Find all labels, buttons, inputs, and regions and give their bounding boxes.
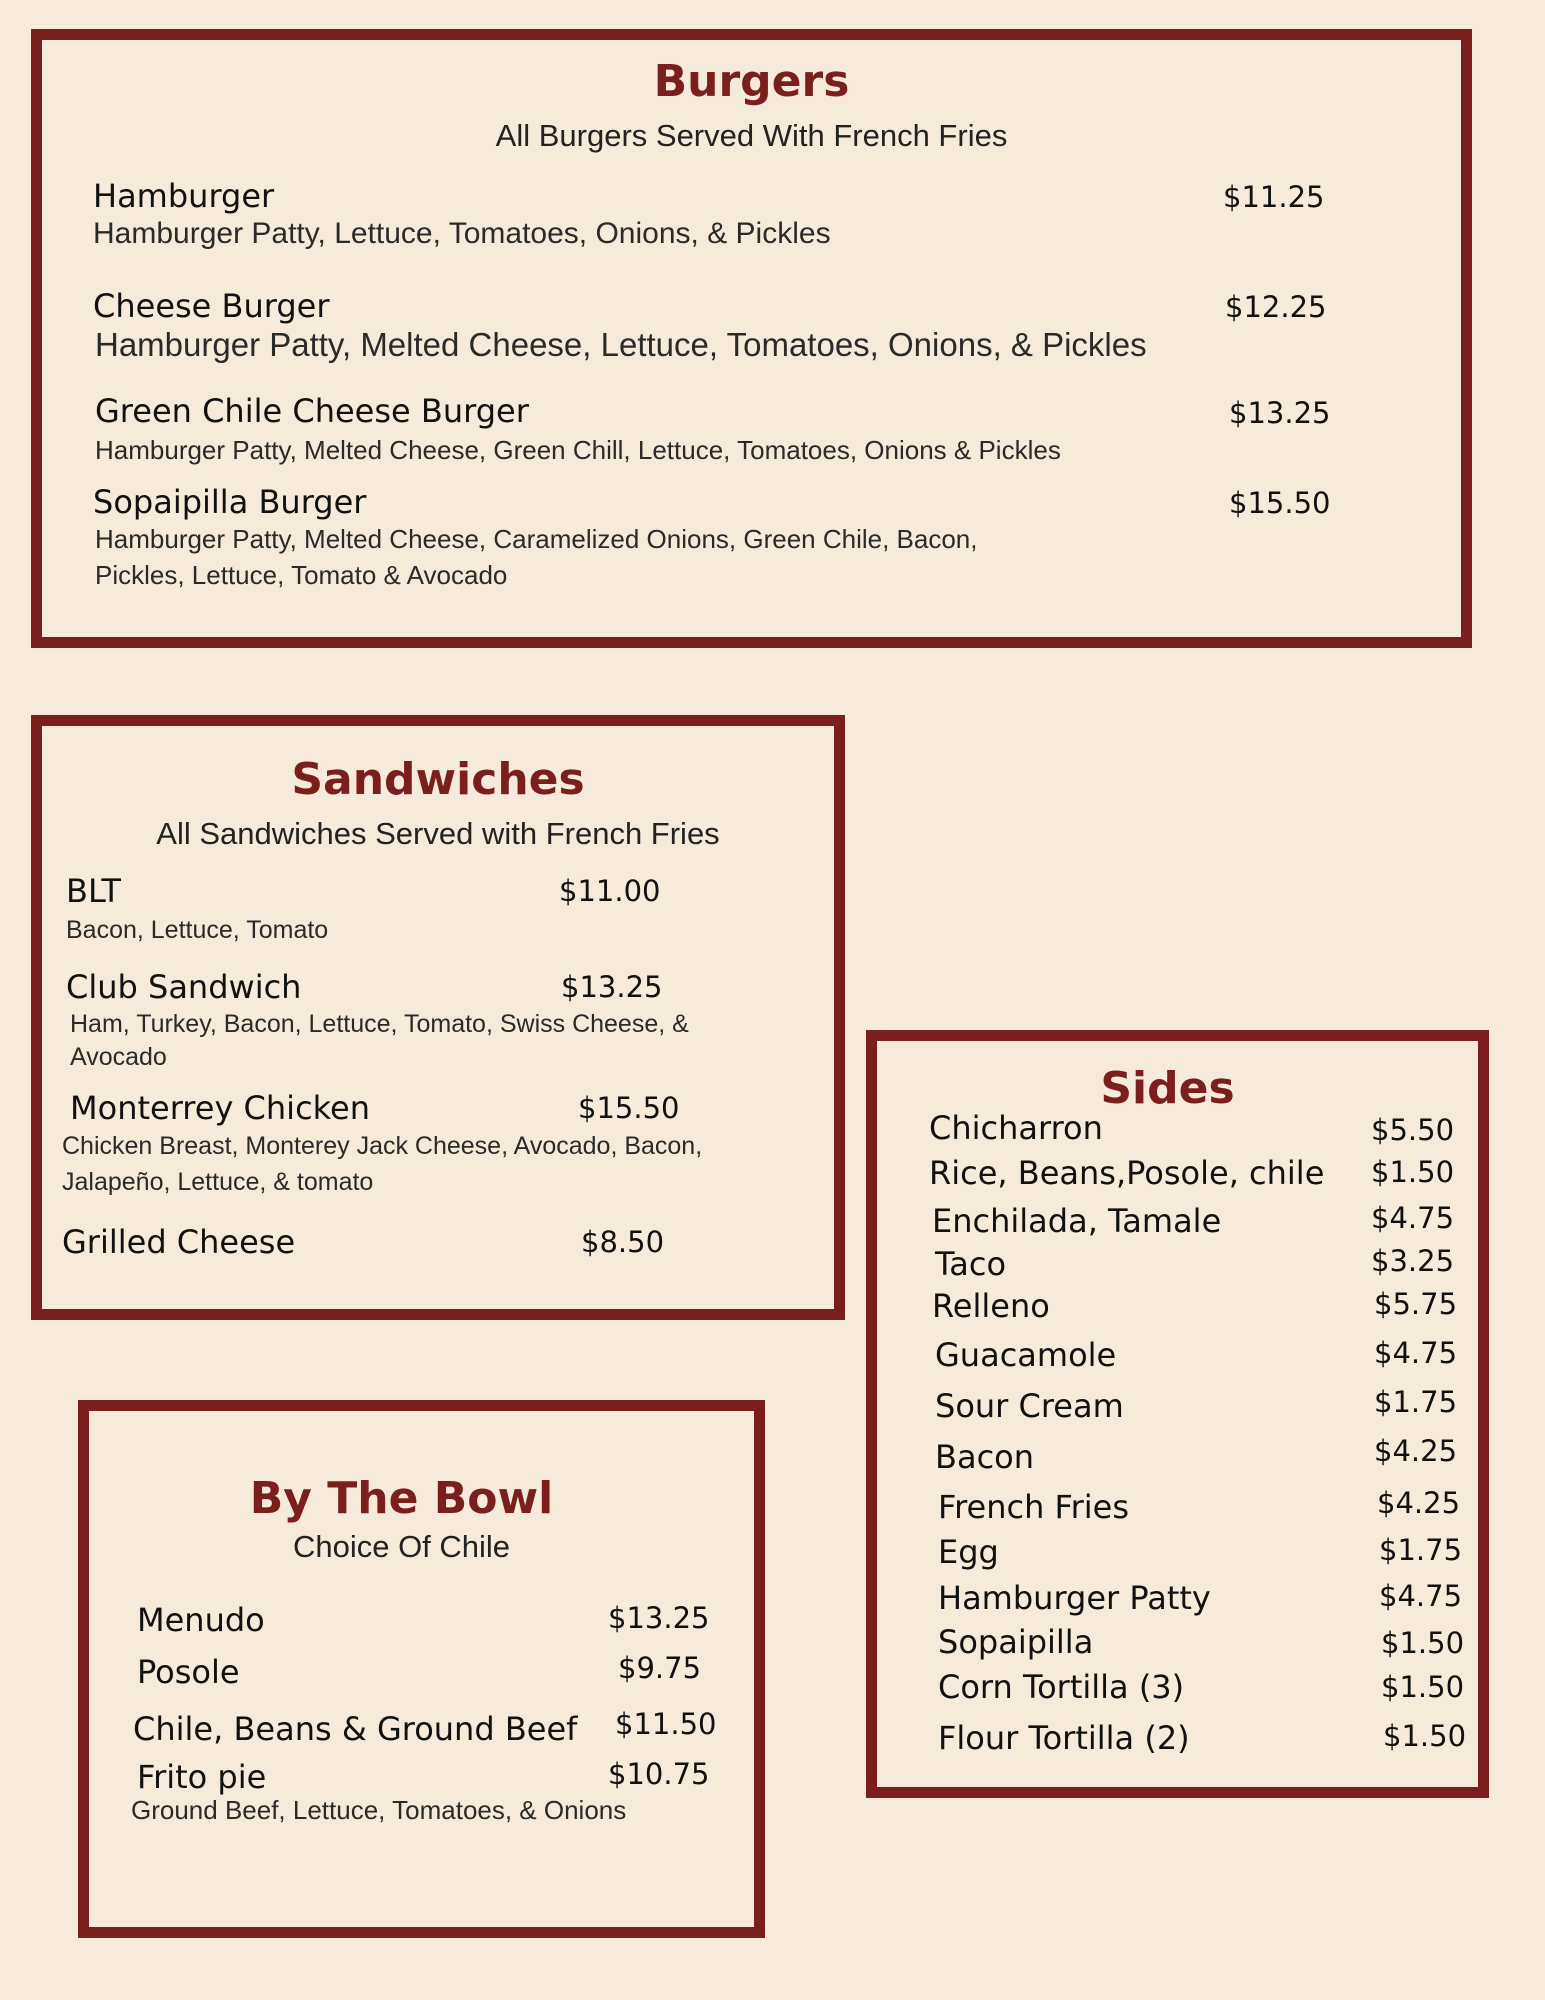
- item-price: $10.75: [608, 1757, 710, 1791]
- sandwiches-subtitle: All Sandwiches Served with French Fries: [156, 816, 720, 851]
- side-item-name: Bacon: [935, 1438, 1035, 1476]
- side-item-price: $4.75: [1371, 1201, 1455, 1235]
- item-name: Cheese Burger: [93, 287, 330, 325]
- item-name: Monterrey Chicken: [70, 1089, 371, 1127]
- item-price: $13.25: [608, 1601, 710, 1635]
- side-item-name: Sopaipilla: [938, 1623, 1094, 1661]
- side-item-price: $3.25: [1371, 1244, 1455, 1278]
- side-item-name: Guacamole: [935, 1336, 1117, 1374]
- item-description: Hamburger Patty, Melted Cheese, Lettuce, Tomatoes, Onions, & Pickles: [95, 326, 1147, 363]
- side-item-price: $4.75: [1374, 1336, 1458, 1370]
- side-item-price: $1.50: [1383, 1719, 1467, 1753]
- side-item-name: Enchilada, Tamale: [932, 1202, 1222, 1240]
- side-item-price: $5.50: [1371, 1113, 1455, 1147]
- side-item-name: Hamburger Patty: [938, 1579, 1211, 1617]
- menu-item-monterrey-chicken: [70, 1089, 370, 1127]
- item-description: Bacon, Lettuce, Tomato: [66, 916, 329, 944]
- item-description: Hamburger Patty, Lettuce, Tomatoes, Onions, & Pickles: [93, 217, 831, 250]
- item-price: $8.50: [581, 1225, 665, 1259]
- side-item-price: $4.25: [1377, 1486, 1461, 1520]
- menu-item-cheese-burger: [93, 287, 330, 325]
- item-name: BLT: [66, 872, 121, 910]
- sides-title: Sides: [1100, 1063, 1235, 1114]
- side-item-price: $1.75: [1374, 1385, 1458, 1419]
- item-description: Ground Beef, Lettuce, Tomatoes, & Onions: [131, 1795, 627, 1825]
- side-item-name: Relleno: [932, 1287, 1050, 1325]
- side-item-name: French Fries: [938, 1488, 1130, 1526]
- menu-item-chile-beans-ground-beef: [133, 1710, 577, 1748]
- item-name: Menudo: [137, 1601, 265, 1639]
- item-price: $12.25: [1225, 290, 1327, 324]
- item-name: Green Chile Cheese Burger: [95, 392, 529, 430]
- side-item-name: Rice, Beans,Posole, chile: [929, 1154, 1325, 1192]
- side-item-price: $5.75: [1374, 1287, 1458, 1321]
- item-price: $13.25: [1229, 396, 1331, 430]
- side-item-name: Egg: [938, 1533, 999, 1571]
- item-price: $15.50: [1229, 486, 1331, 520]
- item-price: $9.75: [618, 1651, 702, 1685]
- sandwiches-section: [31, 715, 845, 1320]
- item-description: Chicken Breast, Monterey Jack Cheese, Avocado, Bacon, Jalapeño, Lettuce, & tomato: [62, 1132, 703, 1196]
- item-name: Chile, Beans & Ground Beef: [133, 1710, 578, 1748]
- side-item-price: $1.50: [1381, 1626, 1465, 1660]
- menu-item-sopaipilla-burger: [93, 483, 366, 521]
- item-name: Grilled Cheese: [62, 1223, 296, 1261]
- side-item-name: Sour Cream: [935, 1387, 1124, 1425]
- side-item-price: $4.75: [1379, 1579, 1463, 1613]
- item-price: $11.25: [1223, 180, 1325, 214]
- item-price: $11.00: [559, 874, 661, 908]
- menu-item-posole: [137, 1653, 240, 1691]
- by-the-bowl-subtitle: Choice Of Chile: [292, 1529, 511, 1564]
- side-item-price: $1.50: [1381, 1670, 1465, 1704]
- sandwiches-title: Sandwiches: [291, 754, 585, 805]
- burgers-title: Burgers: [653, 56, 850, 107]
- item-price: $13.25: [561, 970, 663, 1004]
- side-item-name: Taco: [935, 1245, 1007, 1283]
- menu-item-club-sandwich: [66, 968, 301, 1006]
- menu-item-hamburger: [93, 177, 274, 215]
- side-item-name: Corn Tortilla (3): [938, 1668, 1185, 1706]
- menu-item-grilled-cheese: [62, 1223, 295, 1261]
- side-item-price: $4.25: [1374, 1434, 1458, 1468]
- menu-item-frito-pie: [137, 1758, 266, 1796]
- by-the-bowl-section: [78, 1400, 765, 1938]
- item-description: Hamburger Patty, Melted Cheese, Caramelized Onions, Green Chile, Bacon, Pickles, Lettuce, Tomato & Avocado: [95, 524, 978, 590]
- side-item-price: $1.50: [1371, 1155, 1455, 1189]
- burgers-section: [31, 29, 1472, 648]
- item-name: Posole: [137, 1653, 240, 1691]
- by-the-bowl-title: By The Bowl: [249, 1473, 554, 1524]
- side-item-name: Chicharron: [929, 1109, 1103, 1147]
- item-price: $15.50: [578, 1091, 680, 1125]
- item-name: Hamburger: [93, 177, 275, 215]
- item-name: Sopaipilla Burger: [93, 483, 367, 521]
- sides-section: [866, 1030, 1489, 1798]
- side-item-name: Flour Tortilla (2): [938, 1719, 1190, 1757]
- item-description: Ham, Turkey, Bacon, Lettuce, Tomato, Swiss Cheese, & Avocado: [70, 1010, 689, 1071]
- side-item-price: $1.75: [1379, 1533, 1463, 1567]
- burgers-subtitle: All Burgers Served With French Fries: [495, 118, 1008, 153]
- item-name: Frito pie: [137, 1758, 267, 1796]
- menu-item-green-chile-cheese-burger: [95, 392, 529, 430]
- item-name: Club Sandwich: [66, 968, 302, 1006]
- item-price: $11.50: [615, 1707, 717, 1741]
- menu-item-blt: [66, 872, 121, 910]
- item-description: Hamburger Patty, Melted Cheese, Green Chill, Lettuce, Tomatoes, Onions & Pickles: [95, 435, 1061, 465]
- menu-item-menudo: [137, 1601, 265, 1639]
